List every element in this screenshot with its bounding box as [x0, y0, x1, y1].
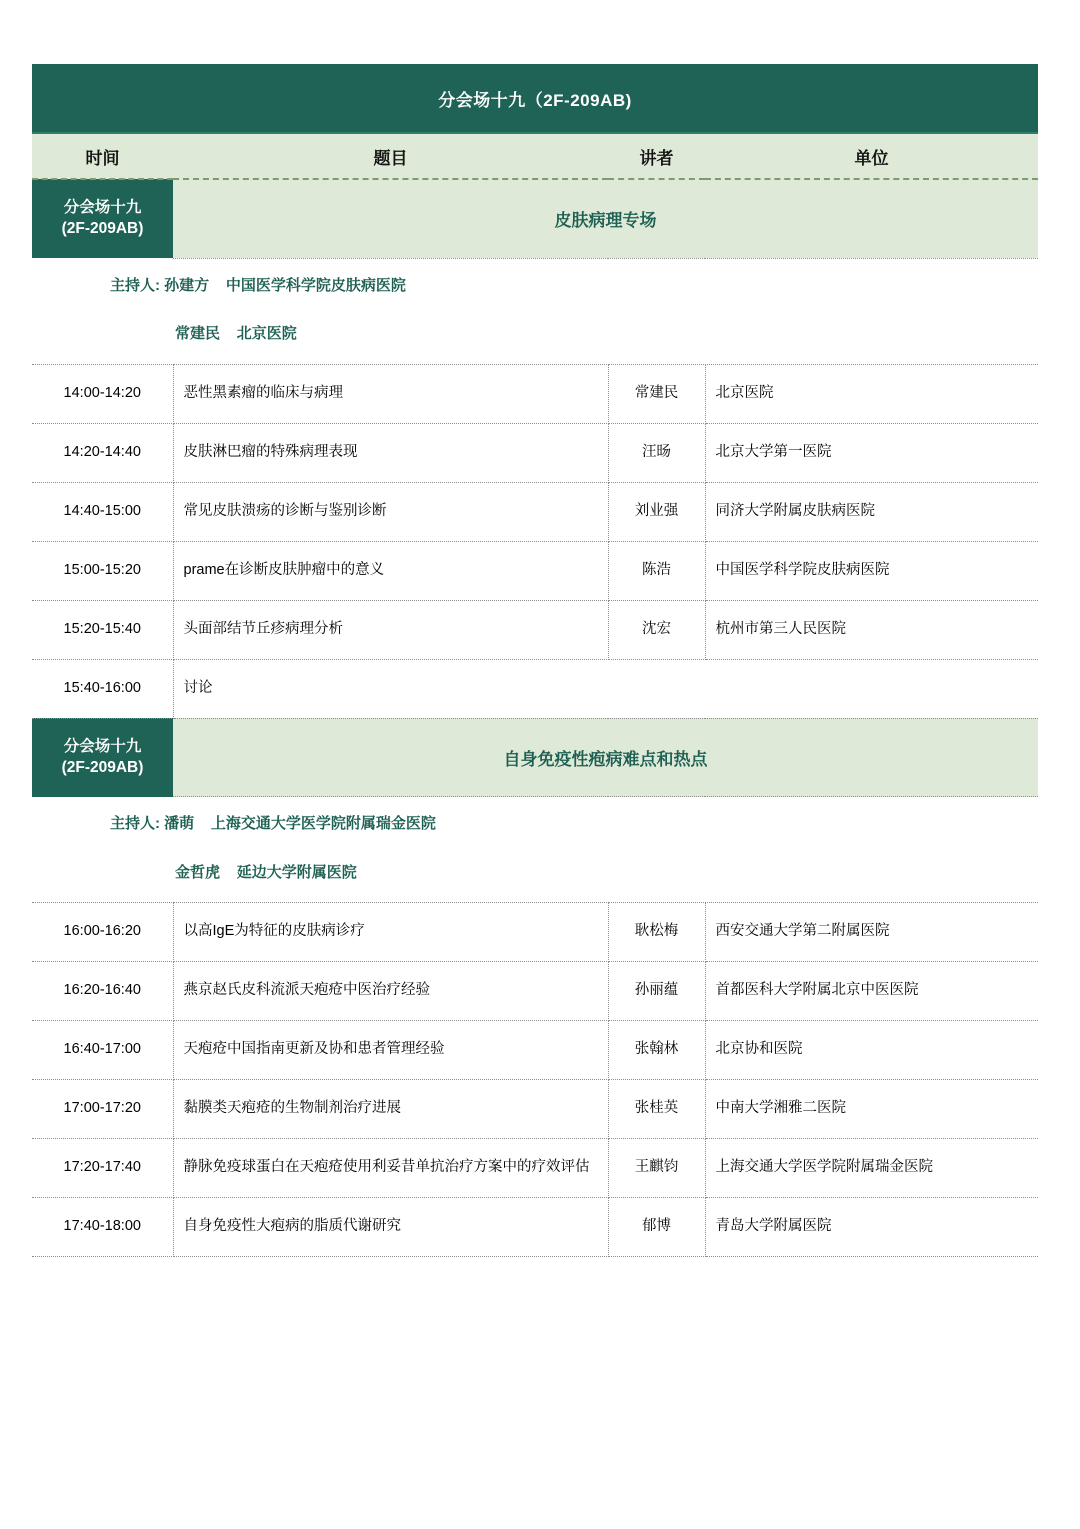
talk-title: 恶性黑素瘤的临床与病理 [173, 364, 608, 423]
column-header-row [32, 133, 1038, 179]
host-label: 主持人: [110, 276, 165, 294]
talk-row [32, 541, 1038, 600]
host-line [32, 813, 1038, 836]
talk-unit: 北京协和医院 [705, 1021, 1038, 1080]
session-band-row [32, 718, 1038, 797]
session-hosts-cell [32, 797, 1038, 903]
host-name: 金哲虎 [175, 863, 221, 881]
talk-time: 15:40-16:00 [32, 659, 173, 718]
talk-unit: 北京医院 [705, 364, 1038, 423]
talk-time: 14:40-15:00 [32, 482, 173, 541]
talk-row [32, 600, 1038, 659]
talk-time: 16:40-17:00 [32, 1021, 173, 1080]
talk-title: 黏膜类天疱疮的生物制剂治疗进展 [173, 1080, 608, 1139]
host-line [32, 323, 1038, 346]
talk-speaker: 沈宏 [608, 600, 705, 659]
session-title: 自身免疫性疱病难点和热点 [173, 718, 1038, 797]
host-affiliation: 中国医学科学院皮肤病医院 [225, 276, 406, 294]
talk-row [32, 903, 1038, 962]
talk-row [32, 364, 1038, 423]
talk-unit: 同济大学附属皮肤病医院 [705, 482, 1038, 541]
talk-title: 燕京赵氏皮科流派天疱疮中医治疗经验 [173, 962, 608, 1021]
banner-title: 分会场十九（2F-209AB) [32, 64, 1038, 133]
talk-time: 16:20-16:40 [32, 962, 173, 1021]
talk-row [32, 482, 1038, 541]
talk-title: 静脉免疫球蛋白在天疱疮使用利妥昔单抗治疗方案中的疗效评估 [173, 1139, 608, 1198]
host-name: 孙建方 [164, 276, 210, 294]
talk-speaker: 张翰林 [608, 1021, 705, 1080]
session-hosts-row [32, 258, 1038, 364]
talk-unit: 杭州市第三人民医院 [705, 600, 1038, 659]
talk-unit: 中国医学科学院皮肤病医院 [705, 541, 1038, 600]
talk-time: 17:20-17:40 [32, 1139, 173, 1198]
talk-unit: 西安交通大学第二附属医院 [705, 903, 1038, 962]
talk-title: 讨论 [173, 659, 1038, 718]
talk-speaker: 常建民 [608, 364, 705, 423]
talk-speaker: 王麒钧 [608, 1139, 705, 1198]
host-name: 潘萌 [164, 815, 195, 832]
talk-unit: 上海交通大学医学院附属瑞金医院 [705, 1139, 1038, 1198]
talk-speaker: 汪旸 [608, 423, 705, 482]
talk-time: 17:40-18:00 [32, 1198, 173, 1257]
host-line [32, 862, 1038, 885]
talk-title: 头面部结节丘疹病理分析 [173, 600, 608, 659]
talk-speaker: 耿松梅 [608, 903, 705, 962]
column-header-title: 题目 [173, 133, 608, 179]
talk-unit: 北京大学第一医院 [705, 423, 1038, 482]
session-hosts-cell [32, 258, 1038, 364]
host-affiliation: 延边大学附属医院 [236, 863, 357, 881]
talk-time: 14:00-14:20 [32, 364, 173, 423]
talk-title: 常见皮肤溃疡的诊断与鉴别诊断 [173, 482, 608, 541]
talk-time: 14:20-14:40 [32, 423, 173, 482]
talk-speaker: 张桂英 [608, 1080, 705, 1139]
host-affiliation: 北京医院 [236, 325, 297, 342]
column-header-speaker: 讲者 [608, 133, 705, 179]
talk-title: 自身免疫性大疱病的脂质代谢研究 [173, 1198, 608, 1257]
talk-speaker: 刘业强 [608, 482, 705, 541]
host-spacer [194, 815, 211, 832]
banner-row [32, 64, 1038, 133]
talk-time: 16:00-16:20 [32, 903, 173, 962]
host-affiliation: 上海交通大学医学院附属瑞金医院 [210, 815, 436, 832]
talk-time: 15:00-15:20 [32, 541, 173, 600]
talk-unit: 中南大学湘雅二医院 [705, 1080, 1038, 1139]
talk-unit: 青岛大学附属医院 [705, 1198, 1038, 1257]
session-venue-label: 分会场十九 (2F-209AB) [32, 179, 173, 258]
talk-speaker: 陈浩 [608, 541, 705, 600]
session-schedule-table [32, 64, 1038, 1257]
host-name: 常建民 [175, 325, 221, 342]
host-line [32, 275, 1038, 298]
host-spacer [220, 864, 237, 881]
session-hosts-row [32, 797, 1038, 903]
talk-row [32, 659, 1038, 718]
session-title: 皮肤病理专场 [173, 179, 1038, 258]
talk-title: 皮肤淋巴瘤的特殊病理表现 [173, 423, 608, 482]
talk-row [32, 1021, 1038, 1080]
talk-unit: 首都医科大学附属北京中医医院 [705, 962, 1038, 1021]
column-header-unit: 单位 [705, 133, 1038, 179]
host-label: 主持人: [110, 815, 165, 832]
talk-row [32, 423, 1038, 482]
talk-title: prame在诊断皮肤肿瘤中的意义 [173, 541, 608, 600]
talk-title: 天疱疮中国指南更新及协和患者管理经验 [173, 1021, 608, 1080]
talk-row [32, 1139, 1038, 1198]
talk-row [32, 962, 1038, 1021]
talk-row [32, 1080, 1038, 1139]
talk-speaker: 郁博 [608, 1198, 705, 1257]
talk-row [32, 1198, 1038, 1257]
host-spacer [220, 325, 237, 342]
column-header-time: 时间 [32, 133, 173, 179]
talk-speaker: 孙丽蕴 [608, 962, 705, 1021]
talk-time: 17:00-17:20 [32, 1080, 173, 1139]
session-venue-label: 分会场十九 (2F-209AB) [32, 718, 173, 797]
talk-title: 以高IgE为特征的皮肤病诊疗 [173, 903, 608, 962]
session-band-row [32, 179, 1038, 258]
host-spacer [209, 277, 226, 294]
talk-time: 15:20-15:40 [32, 600, 173, 659]
